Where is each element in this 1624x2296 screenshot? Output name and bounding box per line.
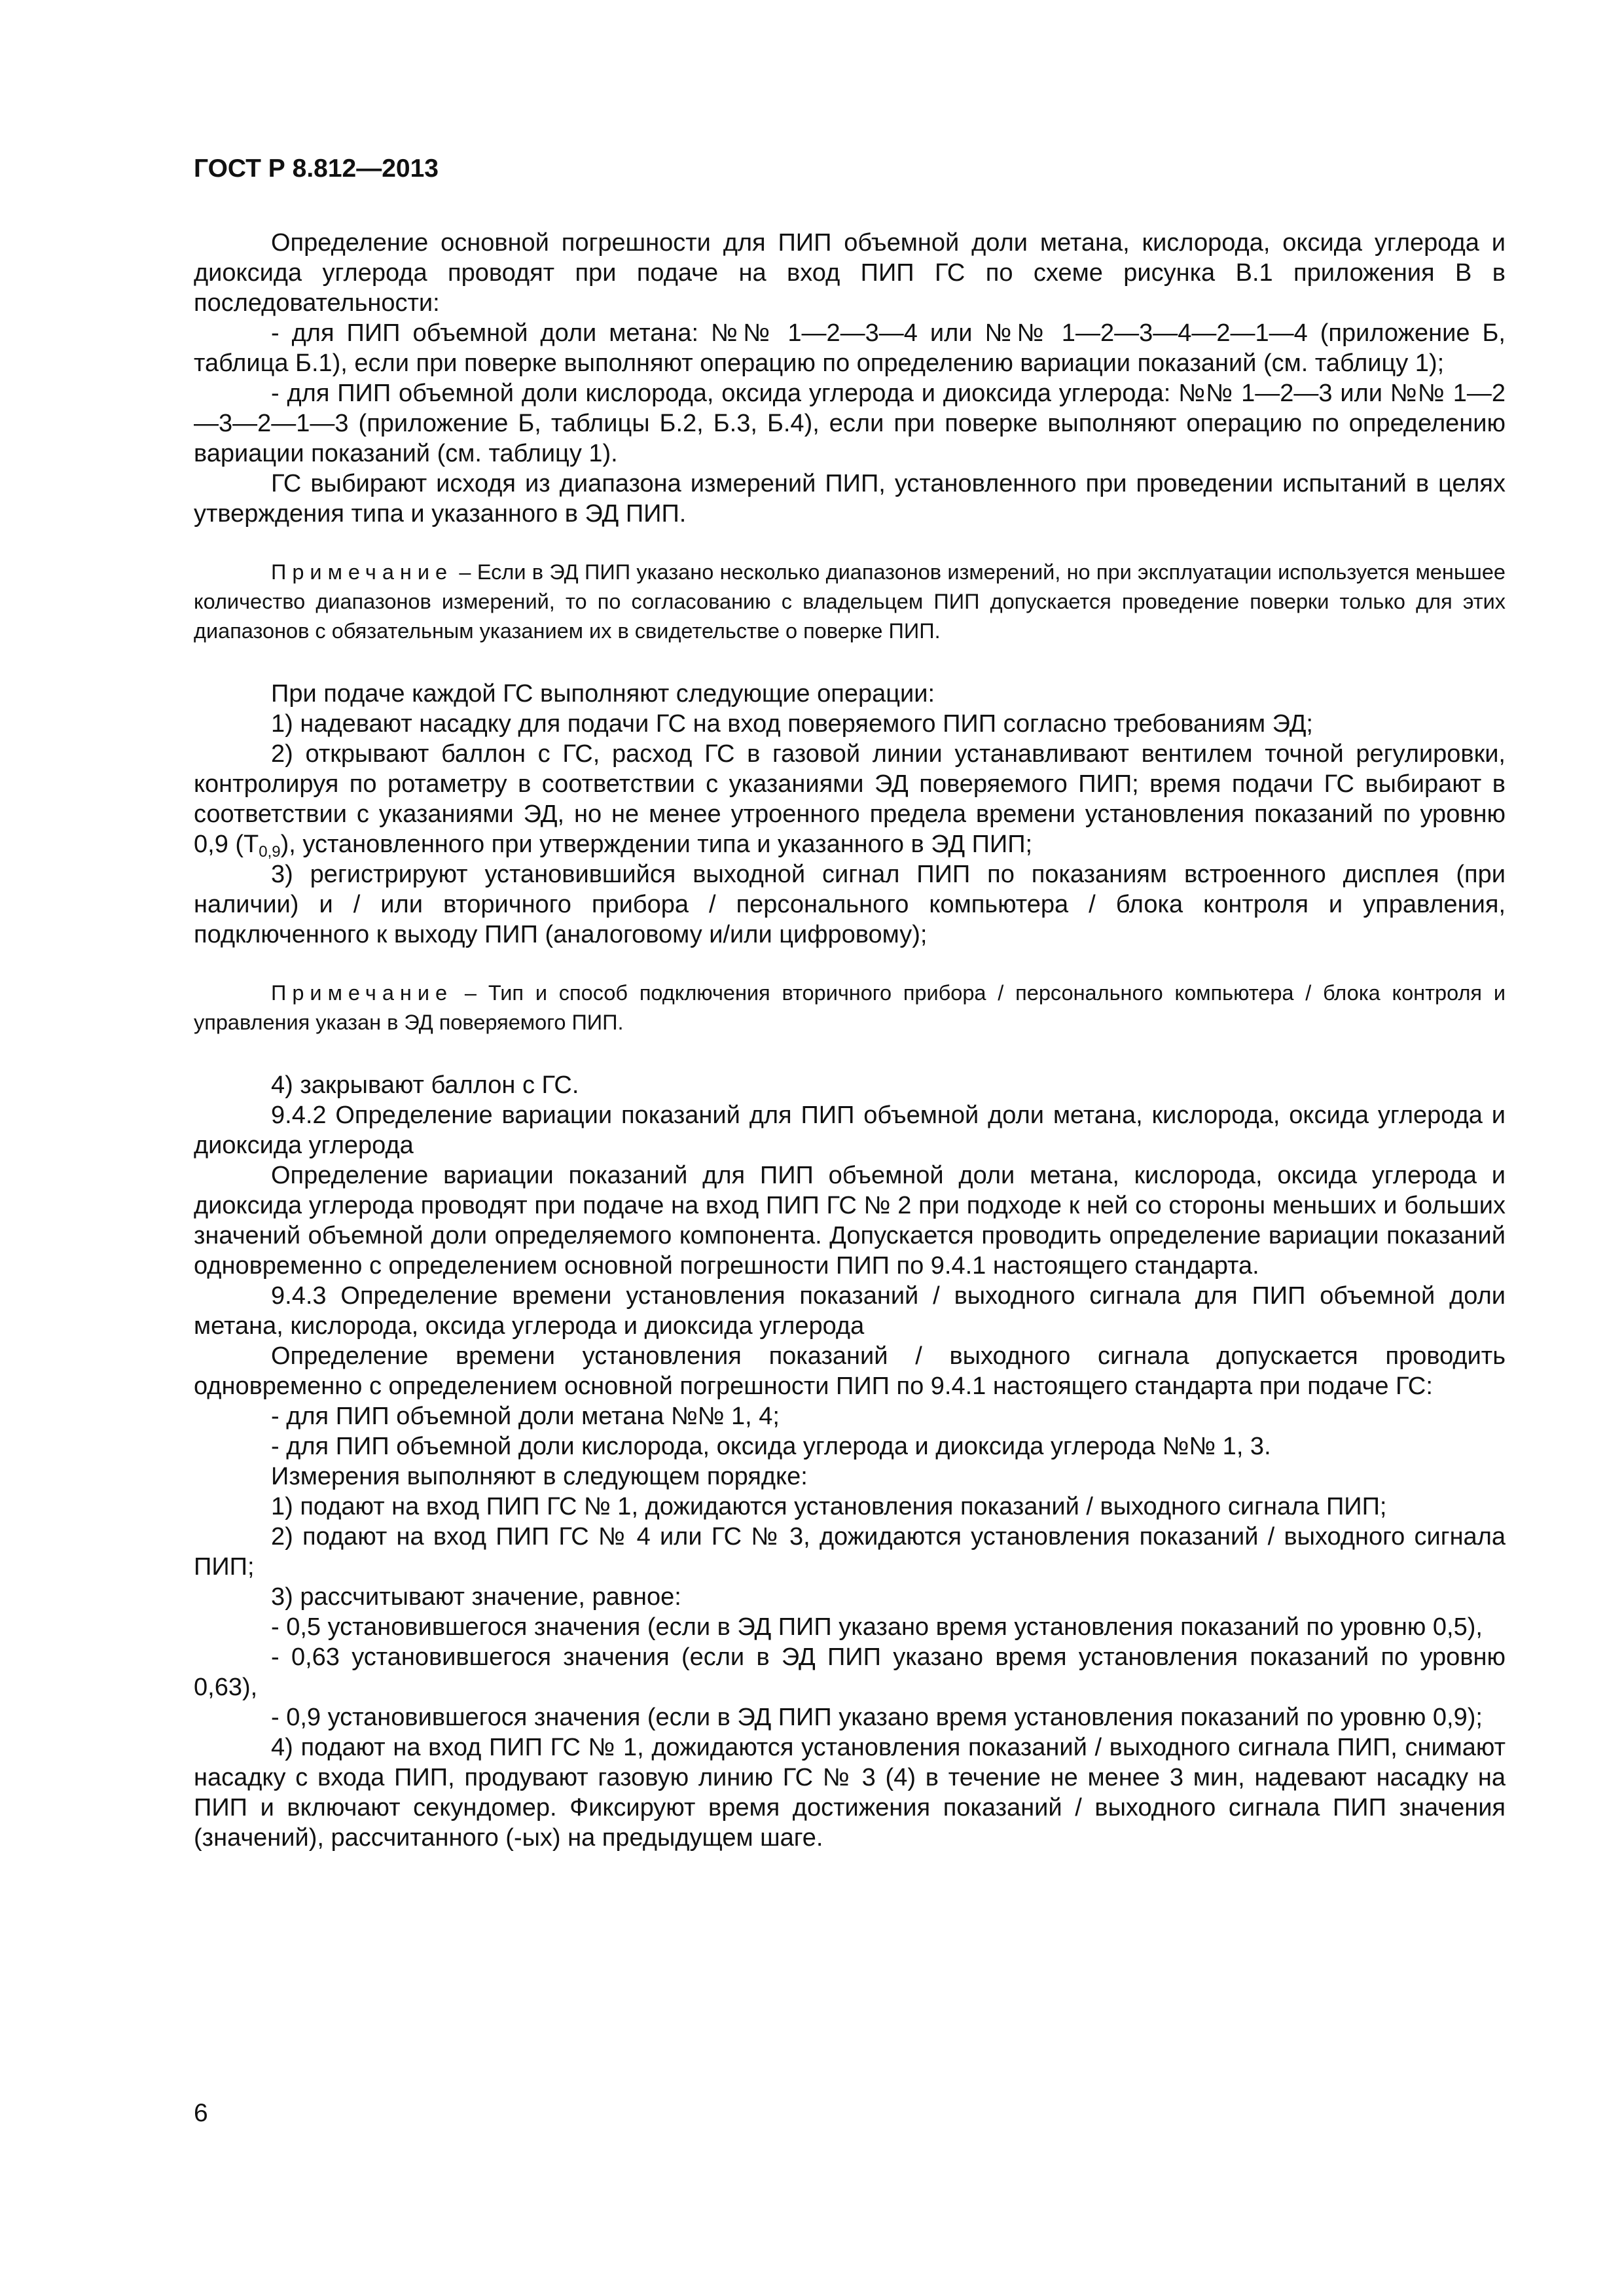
list-item: - для ПИП объемной доли метана №№ 1, 4;: [271, 1403, 780, 1430]
note-label: Примечание: [271, 981, 454, 1005]
list-item: 1) надевают насадку для подачи ГС на вход поверяемого ПИП согласно требованиям ЭД;: [271, 710, 1313, 738]
list-item: 1) подают на вход ПИП ГС № 1, дожидаются установления показаний / выходного сигнала ПИП;: [271, 1493, 1387, 1520]
list-item: 4) закрывают баллон с ГС.: [271, 1071, 579, 1099]
document-page: [194, 152, 1506, 1853]
paragraph: Определение вариации показаний для ПИП объемной доли метана, кислорода, оксида углерода и диоксида углерода проводят при подаче на вход ПИП ГС № 2 при подходе к ней со стороны меньших и больших значений объемной доли определяемого компонента. Допускается проводить определение вариации показаний одновременно с определением основной погрешности ПИП по 9.4.1 настоящего стандарта.: [194, 1162, 1506, 1280]
subscript: 0,9: [259, 843, 281, 861]
text-fragment: ), установленного при утверждении типа и указанного в ЭД ПИП;: [280, 831, 1033, 858]
list-item: 4) подают на вход ПИП ГС № 1, дожидаются установления показаний / выходного сигнала ПИП, снимают насадку с входа ПИП, продувают газовую линию ГС № 3 (4) в течение не менее 3 мин, надевают насадку на ПИП и включают секундомер. Фиксируют время достижения показаний / выходного сигнала ПИП значения (значений), рассчитанного (-ых) на предыдущем шаге.: [194, 1734, 1506, 1852]
list-item: 3) рассчитывают значение, равное:: [271, 1583, 681, 1611]
paragraph: ГС выбирают исходя из диапазона измерений ПИП, установленного при проведении испытаний в целях утверждения типа и указанного в ЭД ПИП.: [194, 470, 1506, 528]
note-text: – Если в ЭД ПИП указано несколько диапазонов измерений, но при эксплуатации используется меньшее количество диапазонов измерений, то по согласованию с владельцем ПИП допускается проведение поверки только для этих диапазонов с обязательным указанием их в свидетельстве о поверке ПИП.: [194, 560, 1506, 643]
paragraph: При подаче каждой ГС выполняют следующие операции:: [271, 680, 935, 708]
document-body: [194, 228, 1506, 1853]
list-item: 2) подают на вход ПИП ГС № 4 или ГС № 3, дожидаются установления показаний / выходного сигнала ПИП;: [194, 1523, 1506, 1581]
paragraph: Определение основной погрешности для ПИП объемной доли метана, кислорода, оксида углерода и диоксида углерода проводят при подаче на вход ПИП ГС по схеме рисунка В.1 приложения В в последовательности:: [194, 229, 1506, 317]
paragraph: Измерения выполняют в следующем порядке:: [271, 1463, 808, 1490]
list-item: - для ПИП объемной доли кислорода, оксида углерода и диоксида углерода: №№ 1—2—3 или №№ 1—2—3—2—1—3 (приложение Б, таблицы Б.2, Б.3, Б.4), если при поверке выполняют операцию по определению вариации показаний (см. таблицу 1).: [194, 380, 1506, 467]
note-block: [194, 558, 1506, 646]
note-label: Примечание: [271, 560, 454, 584]
paragraph: Определение времени установления показаний / выходного сигнала допускается проводить одновременно с определением основной погрешности ПИП по 9.4.1 настоящего стандарта при подаче ГС:: [194, 1342, 1506, 1400]
note-text: – Тип и способ подключения вторичного прибора / персонального компьютера / блока контроля и управления указан в ЭД поверяемого ПИП.: [194, 981, 1506, 1034]
note-block: [194, 978, 1506, 1037]
section-heading: 9.4.2 Определение вариации показаний для ПИП объемной доли метана, кислорода, оксида углерода и диоксида углерода: [194, 1102, 1506, 1159]
list-item: - для ПИП объемной доли метана: №№ 1—2—3—4 или №№ 1—2—3—4—2—1—4 (приложение Б, таблица Б.1), если при поверке выполняют операцию по определению вариации показаний (см. таблицу 1);: [194, 319, 1506, 377]
section-heading: 9.4.3 Определение времени установления показаний / выходного сигнала для ПИП объемной доли метана, кислорода, оксида углерода и диоксида углерода: [194, 1282, 1506, 1340]
list-item: [194, 739, 1506, 859]
list-item: - 0,5 установившегося значения (если в ЭД ПИП указано время установления показаний по уровню 0,5),: [271, 1613, 1483, 1641]
list-item: - 0,63 установившегося значения (если в ЭД ПИП указано время установления показаний по уровню 0,63),: [194, 1643, 1506, 1701]
list-item: 3) регистрируют установившийся выходной сигнал ПИП по показаниям встроенного дисплея (при наличии) и / или вторичного прибора / персонального компьютера / блока контроля и управления, подключенного к выходу ПИП (аналоговому и/или цифровому);: [194, 861, 1506, 948]
text-fragment: 2) открывают баллон с ГС, расход ГС в газовой линии устанавливают вентилем точной регулировки, контролируя по ротаметру в соответствии с указаниями ЭД поверяемого ПИП; время подачи ГС выбирают в соответствии с указаниями ЭД, но не менее утроенного предела времени установления показаний по уровню 0,9 (Т: [194, 740, 1506, 858]
list-item: - для ПИП объемной доли кислорода, оксида углерода и диоксида углерода №№ 1, 3.: [271, 1433, 1271, 1460]
document-header: ГОСТ Р 8.812—2013: [194, 154, 439, 183]
list-item: - 0,9 установившегося значения (если в ЭД ПИП указано время установления показаний по уровню 0,9);: [271, 1704, 1483, 1731]
page-number: 6: [194, 2099, 208, 2127]
